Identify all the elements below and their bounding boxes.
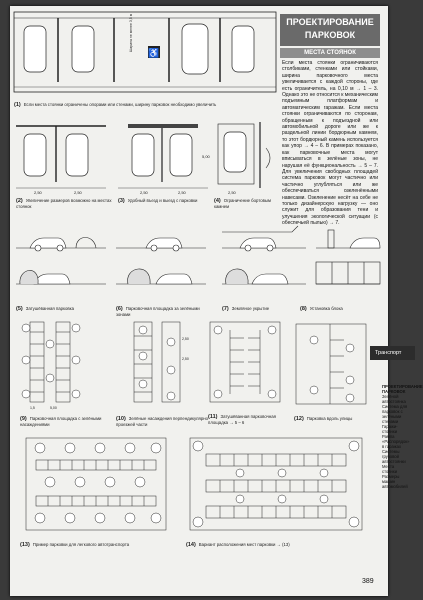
caption-4: (4) Ограничение бортовым камнем: [214, 198, 271, 209]
caption-5: (5) Затушёванная парковка: [16, 306, 74, 312]
svg-text:5,00: 5,00: [202, 154, 210, 159]
side-line: машин: [382, 479, 396, 484]
side-line: стоянки: [382, 429, 398, 434]
svg-text:2,50: 2,50: [178, 190, 186, 195]
side-line: автостоянки: [382, 459, 406, 464]
svg-text:2,50: 2,50: [182, 357, 189, 361]
side-line: зелёными: [382, 414, 402, 419]
caption-14: (14) Вариант расположения мест парковки → (13): [186, 542, 290, 548]
body-text: Если места стоянки ограничиваются столбиками, стенками или стойками, ширина парковочного места увеличивается с каждой стороны, где есть ограничитель, на 0,10 м → 1 – 3. Однако это не относится к механическим подъемным платформам и автоматическим гаражам. Если места стоянки ограничиваются по сторонам, обращенным к подъездной или автомобильной дороге или же к раздельной линии бордюрным камнем, то этот бордюрный камень используется как упор → 4 – 6. В примерах показано, как парковочные места могут вписываться в зелёные зоны, не нарушая её функциональность → 5 – 7. Для увеличения свободных площадей система парковок могут частично или частично углубляться или же обеспечиваться озеленёнными навесами. Озеленение несёт на себе не только дизайнерскую нагрузку — оно служит для образования тени и улучшения экологической ситуации (с обеспечьей пылью) → 7.: [282, 60, 378, 227]
svg-text:2,50: 2,50: [34, 190, 42, 195]
side-line: стоянки: [382, 469, 398, 474]
caption-10: (10) Зелёные насаждения перпендикулярно проезжей части: [116, 416, 209, 427]
figure-9-green-parking: [20, 320, 90, 410]
side-line: Системы: [382, 449, 400, 454]
caption-2: (2) Увеличение размеров возможно на местах стоянок: [16, 198, 112, 209]
side-index: [382, 384, 423, 489]
side-line: автомобилей: [382, 484, 408, 489]
caption-11: (11) Затушёванная парковочная площадка → 5 – 6: [208, 414, 276, 425]
side-line: стенами: [382, 419, 399, 424]
figure-10-perpendicular-green: [122, 320, 192, 410]
figure-4-curb: [214, 118, 280, 196]
caption-9: (9) Парковочная площадка с зелёными насаждениями: [20, 416, 102, 427]
figure-3-access: [118, 116, 208, 196]
book-page: [10, 6, 423, 596]
side-line: Размеры: [382, 474, 400, 479]
side-line: Гаражи-: [382, 424, 398, 429]
page-number: 389: [362, 578, 374, 585]
figure-14-parking-variant: [186, 434, 366, 538]
caption-13: (13) Пример парковки для легкового автотранспорта: [20, 542, 130, 548]
svg-text:2,50: 2,50: [182, 337, 189, 341]
side-line: «Распорядок»: [382, 439, 410, 444]
figure-11-shaded-parking: [208, 320, 282, 412]
header-title-2: ПАРКОВОК: [304, 30, 356, 40]
caption-3: (3) Удобный въезд и выезд с парковки: [118, 198, 198, 204]
side-line: Рампа: [382, 434, 395, 439]
svg-text:2,50: 2,50: [140, 190, 148, 195]
figure-2-widened-bays: [16, 116, 106, 196]
side-line: Зелёной: [382, 394, 399, 399]
side-line: грузовой: [382, 454, 399, 459]
svg-text:♿: ♿: [148, 48, 160, 58]
figure-12-street-parking: [294, 320, 368, 412]
caption-1: (1) Если места стоянки ограничены опорами или стенами, ширину парковок необходимо увеличить: [14, 102, 217, 108]
side-line: парковок с: [382, 409, 403, 414]
figure-5-sections: [16, 218, 380, 300]
section-header: [280, 14, 380, 46]
caption-12: (12) Парковка вдоль улицы: [294, 416, 353, 422]
figure-1-parking-bays: [14, 12, 276, 98]
side-index-title: ПРОЕКТИРОВАНИЕ ПАРКОВОК: [382, 384, 423, 394]
section-subtitle: МЕСТА СТОЯНОК: [280, 48, 380, 58]
caption-6: (6) Парковочная площадка за зелёными зонами: [116, 306, 200, 317]
side-line: Система для: [382, 404, 408, 409]
svg-text:2,50: 2,50: [228, 190, 236, 195]
side-line: автостоянка: [382, 399, 406, 404]
svg-text:2,50: 2,50: [74, 190, 82, 195]
side-line: Места: [382, 464, 395, 469]
caption-8: (8) Установка блока: [300, 306, 343, 312]
figure-13-parking-example: [20, 434, 170, 538]
section-tab: Транспорт: [370, 346, 415, 360]
svg-text:5,00: 5,00: [50, 406, 57, 410]
svg-text:1,5: 1,5: [30, 406, 35, 410]
svg-text:Ширина не менее 3,5 м: Ширина не менее 3,5 м: [129, 13, 133, 52]
caption-7: (7) Земляное укрытие: [222, 306, 270, 312]
side-line: в гаражах: [382, 444, 402, 449]
header-title-1: ПРОЕКТИРОВАНИЕ: [286, 17, 374, 27]
